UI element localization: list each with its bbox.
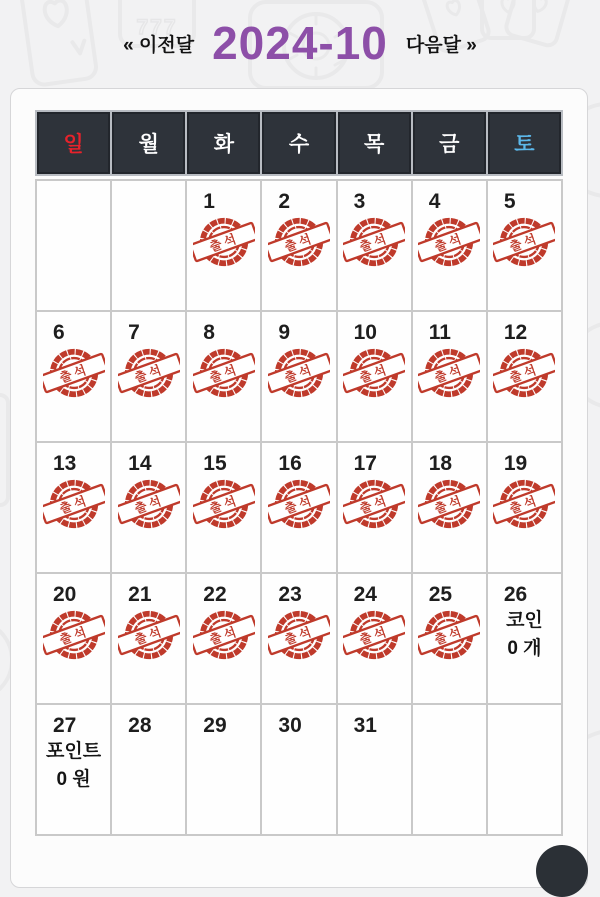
- day-cell-6: [37, 312, 110, 441]
- day-cell-empty: [37, 181, 110, 310]
- day-number: 3: [353, 190, 366, 213]
- day-number: 12: [503, 321, 528, 344]
- day-number: 4: [428, 190, 441, 213]
- weekday-sat: 토: [488, 112, 561, 174]
- attendance-stamp-icon: [343, 607, 405, 663]
- day-number: 5: [503, 190, 516, 213]
- day-info: 0 원: [56, 768, 91, 790]
- svg-text:출석: 출석: [433, 362, 467, 386]
- attendance-stamp-icon: [268, 345, 330, 401]
- svg-text:출석: 출석: [357, 231, 391, 255]
- day-cell-30: [262, 705, 335, 834]
- attendance-stamp-icon: [343, 214, 405, 270]
- day-info: 코인: [506, 610, 543, 632]
- attendance-stamp-icon: [343, 345, 405, 401]
- day-number: 18: [428, 452, 453, 475]
- svg-text:출석: 출석: [132, 493, 166, 517]
- weekday-sun: 일: [37, 112, 110, 174]
- attendance-stamp-icon: [268, 607, 330, 663]
- day-cell-12: [488, 312, 561, 441]
- day-cell-9: [262, 312, 335, 441]
- attendance-stamp-icon: [418, 214, 480, 270]
- svg-text:출석: 출석: [357, 362, 391, 386]
- day-cell-10: [338, 312, 411, 441]
- next-month-button[interactable]: 다음달 »: [405, 34, 477, 56]
- svg-text:출석: 출석: [282, 624, 316, 648]
- svg-text:출석: 출석: [282, 362, 316, 386]
- day-cell-25: [413, 574, 486, 703]
- prev-month-button[interactable]: « 이전달: [123, 34, 195, 56]
- day-number: 31: [353, 714, 377, 737]
- bg-rect-left: [0, 395, 8, 505]
- day-cell-15: [187, 443, 260, 572]
- day-number: 29: [203, 714, 227, 737]
- day-number: 24: [353, 583, 377, 606]
- day-number: 19: [503, 452, 528, 475]
- attendance-stamp-icon: [193, 607, 255, 663]
- day-cell-17: [338, 443, 411, 572]
- day-number: 25: [428, 583, 453, 606]
- day-info: 포인트: [46, 741, 102, 763]
- svg-text:출석: 출석: [57, 493, 91, 517]
- attendance-stamp-icon: [343, 476, 405, 532]
- day-cell-23: [262, 574, 335, 703]
- svg-text:출석: 출석: [508, 231, 542, 255]
- day-number: 10: [353, 321, 377, 344]
- day-number: 28: [128, 714, 152, 737]
- attendance-stamp-icon: [118, 345, 180, 401]
- day-cell-24: [338, 574, 411, 703]
- day-number: 16: [278, 452, 302, 475]
- day-number: 26: [503, 583, 528, 606]
- day-number: 9: [278, 321, 291, 344]
- day-cell-26: [488, 574, 561, 703]
- attendance-stamp-icon: [418, 607, 480, 663]
- day-number: 1: [203, 190, 215, 213]
- svg-text:출석: 출석: [57, 362, 91, 386]
- day-cell-empty: [112, 181, 185, 310]
- day-number: 13: [53, 452, 77, 475]
- calendar-card: [10, 88, 588, 888]
- day-number: 20: [53, 583, 77, 606]
- svg-text:출석: 출석: [433, 493, 467, 517]
- svg-text:출석: 출석: [282, 493, 316, 517]
- day-number: 14: [128, 452, 152, 475]
- weekday-wed: 수: [262, 112, 335, 174]
- attendance-stamp-icon: [418, 345, 480, 401]
- day-info: 0 개: [507, 637, 542, 659]
- day-number: 23: [278, 583, 302, 606]
- attendance-stamp-icon: [118, 607, 180, 663]
- day-cell-7: [112, 312, 185, 441]
- svg-text:출석: 출석: [508, 493, 542, 517]
- svg-text:출석: 출석: [357, 493, 391, 517]
- weekday-thu: 목: [338, 112, 411, 174]
- day-cell-20: [37, 574, 110, 703]
- svg-text:출석: 출석: [207, 362, 241, 386]
- attendance-stamp-icon: [193, 214, 255, 270]
- day-number: 30: [278, 714, 302, 737]
- day-number: 2: [278, 190, 291, 213]
- attendance-stamp-icon: [118, 476, 180, 532]
- svg-text:출석: 출석: [357, 624, 391, 648]
- svg-text:출석: 출석: [132, 624, 166, 648]
- svg-text:출석: 출석: [207, 231, 241, 255]
- day-number: 22: [203, 583, 227, 606]
- weekday-mon: 월: [112, 112, 185, 174]
- attendance-stamp-icon: [43, 345, 105, 401]
- attendance-stamp-icon: [193, 345, 255, 401]
- attendance-stamp-icon: [43, 607, 105, 663]
- day-cell-27: [37, 705, 110, 834]
- day-cell-1: [187, 181, 260, 310]
- attendance-stamp-icon: [418, 476, 480, 532]
- day-cell-16: [262, 443, 335, 572]
- attendance-stamp-icon: [43, 476, 105, 532]
- svg-text:출석: 출석: [207, 493, 241, 517]
- calendar-grid: [35, 179, 563, 836]
- svg-text:출석: 출석: [207, 624, 241, 648]
- day-cell-3: [338, 181, 411, 310]
- day-number: 11: [428, 321, 451, 344]
- day-cell-14: [112, 443, 185, 572]
- day-cell-4: [413, 181, 486, 310]
- attendance-stamp-icon: [268, 476, 330, 532]
- day-cell-21: [112, 574, 185, 703]
- day-number: 8: [203, 321, 215, 344]
- attendance-stamp-icon: [493, 214, 555, 270]
- day-cell-28: [112, 705, 185, 834]
- svg-text:출석: 출석: [508, 362, 542, 386]
- attendance-stamp-icon: [193, 476, 255, 532]
- attendance-stamp-icon: [493, 345, 555, 401]
- day-number: 27: [53, 714, 77, 737]
- day-cell-18: [413, 443, 486, 572]
- day-number: 21: [128, 583, 152, 606]
- svg-text:출석: 출석: [132, 362, 166, 386]
- day-cell-29: [187, 705, 260, 834]
- weekday-tue: 화: [187, 112, 260, 174]
- day-cell-empty: [488, 705, 561, 834]
- bg-slot-777-text: 777: [136, 16, 178, 39]
- weekday-header: [35, 110, 563, 176]
- weekday-fri: 금: [413, 112, 486, 174]
- day-cell-22: [187, 574, 260, 703]
- day-cell-2: [262, 181, 335, 310]
- month-title: 2024-10: [212, 17, 388, 69]
- day-cell-11: [413, 312, 486, 441]
- attendance-stamp-icon: [268, 214, 330, 270]
- day-cell-empty: [413, 705, 486, 834]
- svg-text:출석: 출석: [433, 624, 467, 648]
- attendance-stamp-icon: [493, 476, 555, 532]
- svg-text:출석: 출석: [433, 231, 467, 255]
- day-cell-13: [37, 443, 110, 572]
- day-number: 6: [53, 321, 65, 344]
- day-cell-8: [187, 312, 260, 441]
- day-number: 7: [128, 321, 140, 344]
- day-number: 17: [353, 452, 377, 475]
- month-navigation: [0, 17, 600, 69]
- day-cell-31: [338, 705, 411, 834]
- day-cell-5: [488, 181, 561, 310]
- svg-text:출석: 출석: [282, 231, 316, 255]
- day-number: 15: [203, 452, 227, 475]
- svg-text:출석: 출석: [57, 624, 91, 648]
- day-cell-19: [488, 443, 561, 572]
